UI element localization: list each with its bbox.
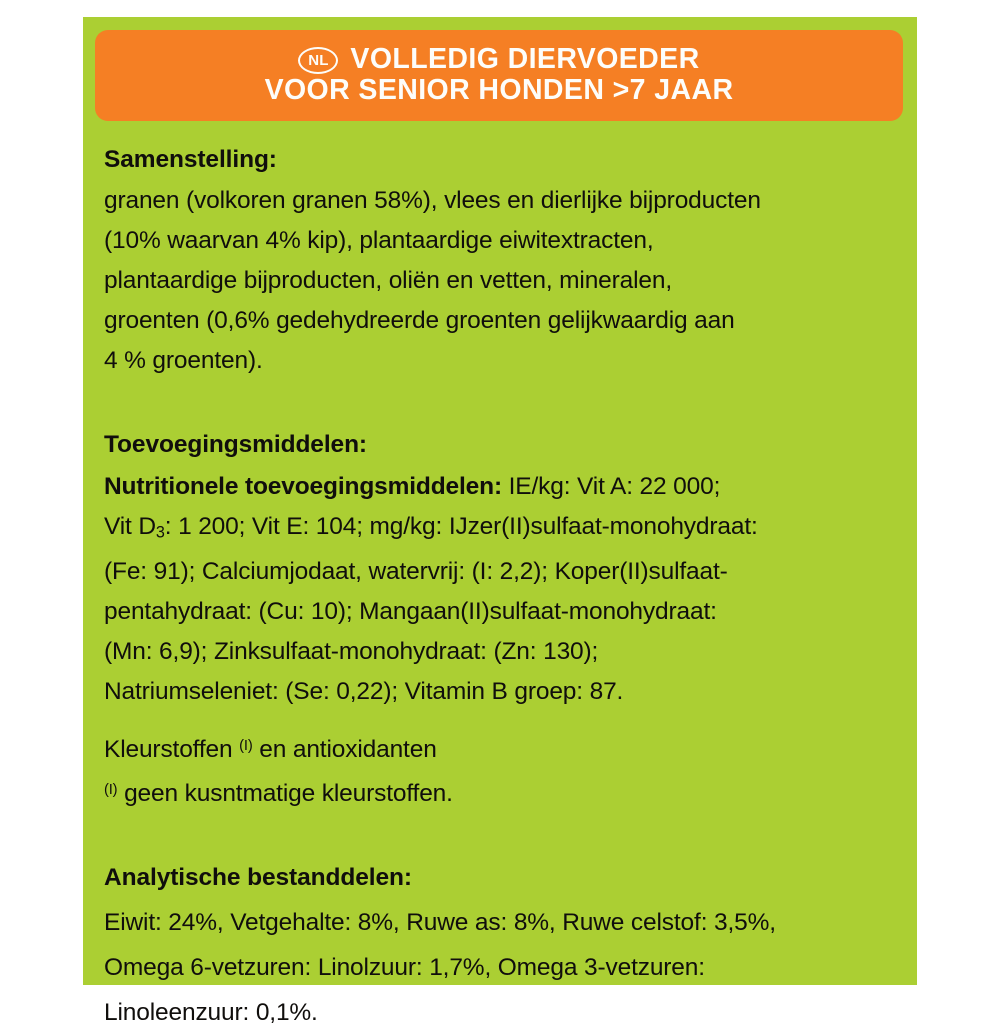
colourants-prefix: Kleurstoffen — [104, 736, 240, 764]
analytical-line-1: Eiwit: 24%, Vetgehalte: 8%, Ruwe as: 8%, Ruwe celstof: 3,5%, — [104, 908, 776, 936]
composition-line-5: 4 % groenten). — [104, 347, 263, 375]
section-divider-space-1 — [104, 381, 904, 429]
vit-d-prefix: Vit D — [104, 512, 156, 540]
analytical-text — [104, 900, 904, 1035]
header-title-line-1: VOLLEDIG DIERVOEDER — [350, 43, 700, 76]
composition-line-4: groenten (0,6% gedehydreerde groenten gelijkwaardig aan — [104, 307, 735, 335]
header-line-one — [298, 45, 699, 75]
composition-line-2: (10% waarvan 4% kip), plantaardige eiwitextracten, — [104, 227, 654, 255]
analytical-section — [104, 862, 904, 1034]
label-body-content — [104, 144, 904, 1035]
additives-line-6: Natriumseleniet: (Se: 0,22); Vitamin B groep: 87. — [104, 678, 624, 706]
header-banner — [95, 30, 903, 121]
analytical-heading: Analytische bestanddelen: — [104, 864, 412, 892]
additives-text — [104, 467, 904, 713]
analytical-line-3: Linoleenzuur: 0,1%. — [104, 998, 318, 1026]
colourants-line — [104, 726, 904, 770]
composition-line-3: plantaardige bijproducten, oliën en vetten, mineralen, — [104, 267, 673, 295]
nl-country-oval-icon — [298, 47, 338, 74]
additives-line-2-rest: : 1 200; Vit E: 104; mg/kg: IJzer(II)sulfaat-monohydraat: — [164, 512, 758, 540]
colourants-footnote-marker: (I) — [239, 738, 253, 755]
additives-line-2 — [104, 507, 904, 553]
composition-line-1: granen (volkoren granen 58%), vlees en dierlijke bijproducten — [104, 187, 761, 215]
colourants-space — [104, 712, 904, 726]
colourants-footnote-line — [104, 770, 904, 814]
vit-d-subscript: 3 — [155, 523, 165, 542]
additives-line-5: (Mn: 6,9); Zinksulfaat-monohydraat: (Zn: 130); — [104, 638, 599, 666]
additives-line-1 — [104, 467, 904, 507]
additives-section — [104, 429, 904, 814]
analytical-line-2: Omega 6-vetzuren: Linolzuur: 1,7%, Omega 3-vetzuren: — [104, 953, 705, 981]
additives-line-3: (Fe: 91); Calciumjodaat, watervrij: (I: 2,2); Koper(II)sulfaat- — [104, 558, 728, 586]
composition-heading: Samenstelling: — [104, 146, 277, 173]
additives-line-4: pentahydraat: (Cu: 10); Mangaan(II)sulfaat-monohydraat: — [104, 598, 717, 626]
colourants-suffix: en antioxidanten — [252, 736, 437, 764]
header-title-line-2: VOOR SENIOR HONDEN >7 JAAR — [264, 74, 734, 106]
additives-heading: Toevoegingsmiddelen: — [104, 431, 367, 459]
nl-badge-label: NL — [308, 51, 329, 69]
section-divider-space-2 — [104, 814, 904, 862]
additives-line-1-rest: IE/kg: Vit A: 22 000; — [501, 472, 721, 500]
green-background-panel — [83, 17, 917, 1026]
footnote-marker: (I) — [104, 782, 118, 799]
nutritional-additives-label: Nutritionele toevoegingsmiddelen: — [104, 472, 502, 500]
footnote-text: geen kusntmatige kleurstoffen. — [117, 780, 453, 808]
composition-section — [104, 144, 904, 381]
composition-text — [104, 181, 904, 381]
colourants-text — [104, 726, 904, 814]
